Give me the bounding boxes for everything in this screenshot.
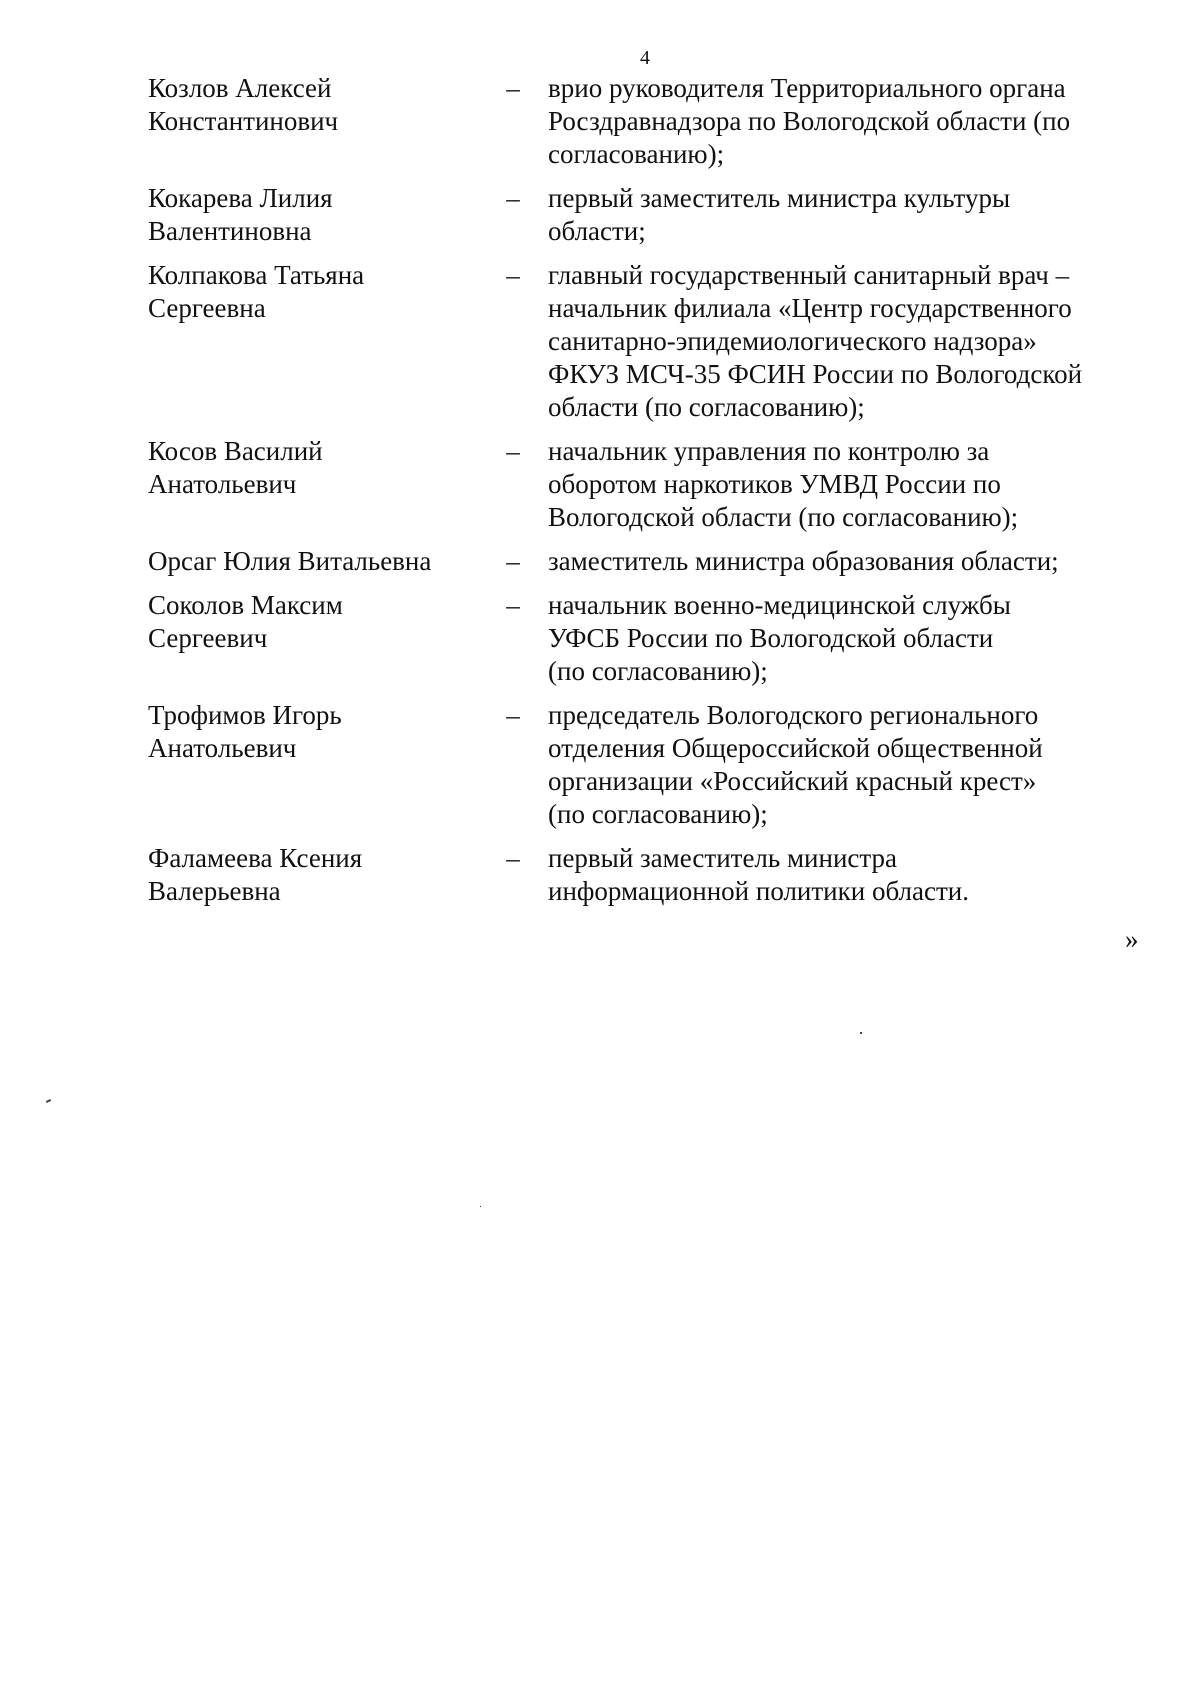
member-dash: – bbox=[506, 73, 520, 103]
scan-speck bbox=[46, 1099, 51, 1103]
member-role-line: оборотом наркотиков УМВД России по bbox=[548, 469, 1001, 499]
member-name-line: Константинович bbox=[148, 106, 339, 136]
member-name bbox=[148, 699, 478, 831]
member-dash: – bbox=[506, 260, 520, 290]
member-name bbox=[148, 259, 478, 424]
member-role-line: первый заместитель министра культуры bbox=[548, 183, 1011, 213]
member-role-line: главный государственный санитарный врач – bbox=[548, 260, 1070, 290]
member-row bbox=[148, 699, 1128, 831]
member-dash: – bbox=[506, 590, 520, 620]
member-dash: – bbox=[506, 436, 520, 466]
member-role-line: УФСБ России по Вологодской области bbox=[548, 623, 994, 653]
member-role-line: начальник филиала «Центр государственного bbox=[548, 293, 1072, 323]
member-name-line: Сергеевна bbox=[148, 293, 266, 323]
member-role-line: области (по согласованию); bbox=[548, 392, 865, 422]
member-name bbox=[148, 589, 478, 688]
member-row bbox=[148, 842, 1128, 908]
member-role bbox=[548, 545, 1128, 578]
member-name-line: Соколов Максим bbox=[148, 590, 343, 620]
member-name-line: Орсаг Юлия Витальевна bbox=[148, 546, 432, 576]
scan-speck bbox=[860, 1032, 862, 1034]
member-role-line: организации «Российский красный крест» bbox=[548, 766, 1037, 796]
closing-quote: » bbox=[1125, 924, 1139, 954]
member-row bbox=[148, 545, 1128, 578]
page-number: 4 bbox=[640, 47, 650, 69]
member-row bbox=[148, 72, 1128, 171]
member-name bbox=[148, 435, 478, 534]
member-role bbox=[548, 72, 1128, 171]
members-list bbox=[148, 72, 1128, 919]
member-row bbox=[148, 589, 1128, 688]
member-role-line: информационной политики области. bbox=[548, 876, 969, 906]
member-row bbox=[148, 259, 1128, 424]
member-role-line: заместитель министра образования области; bbox=[548, 546, 1059, 576]
member-role-line: председатель Вологодского регионального bbox=[548, 700, 1039, 730]
member-name bbox=[148, 842, 478, 908]
member-role-line: первый заместитель министра bbox=[548, 843, 897, 873]
member-name bbox=[148, 182, 478, 248]
member-role bbox=[548, 435, 1128, 534]
member-role-line: Вологодской области (по согласованию); bbox=[548, 502, 1019, 532]
member-role-line: врио руководителя Территориального органа bbox=[548, 73, 1066, 103]
member-row bbox=[148, 435, 1128, 534]
member-name-line: Сергеевич bbox=[148, 623, 268, 653]
member-role-line: начальник управления по контролю за bbox=[548, 436, 990, 466]
member-role-line: области; bbox=[548, 216, 646, 246]
member-name-line: Анатольевич bbox=[148, 733, 297, 763]
member-role-line: (по согласованию); bbox=[548, 799, 768, 829]
member-name-line: Валерьевна bbox=[148, 876, 281, 906]
member-name bbox=[148, 72, 478, 171]
scan-speck bbox=[480, 1206, 481, 1207]
member-role-line: согласованию); bbox=[548, 139, 725, 169]
member-dash: – bbox=[506, 546, 520, 576]
member-name-line: Анатольевич bbox=[148, 469, 297, 499]
member-role-line: ФКУЗ МСЧ-35 ФСИН России по Вологодской bbox=[548, 359, 1083, 389]
member-dash: – bbox=[506, 183, 520, 213]
member-dash: – bbox=[506, 843, 520, 873]
member-name-line: Косов Василий bbox=[148, 436, 323, 466]
member-name-line: Кокарева Лилия bbox=[148, 183, 333, 213]
member-role bbox=[548, 842, 1128, 908]
member-name-line: Колпакова Татьяна bbox=[148, 260, 365, 290]
member-role bbox=[548, 182, 1128, 248]
member-role-line: начальник военно-медицинской службы bbox=[548, 590, 1011, 620]
member-role-line: (по согласованию); bbox=[548, 656, 768, 686]
member-role-line: отделения Общероссийской общественной bbox=[548, 733, 1043, 763]
member-role bbox=[548, 699, 1128, 831]
member-name-line: Валентиновна bbox=[148, 216, 312, 246]
member-role bbox=[548, 259, 1128, 424]
member-dash: – bbox=[506, 700, 520, 730]
member-name-line: Трофимов Игорь bbox=[148, 700, 342, 730]
member-name-line: Фаламеева Ксения bbox=[148, 843, 363, 873]
member-role-line: санитарно-эпидемиологического надзора» bbox=[548, 326, 1037, 356]
member-name bbox=[148, 545, 478, 578]
member-role-line: Росздравнадзора по Вологодской области (по bbox=[548, 106, 1071, 136]
member-row bbox=[148, 182, 1128, 248]
member-name-line: Козлов Алексей bbox=[148, 73, 332, 103]
member-role bbox=[548, 589, 1128, 688]
